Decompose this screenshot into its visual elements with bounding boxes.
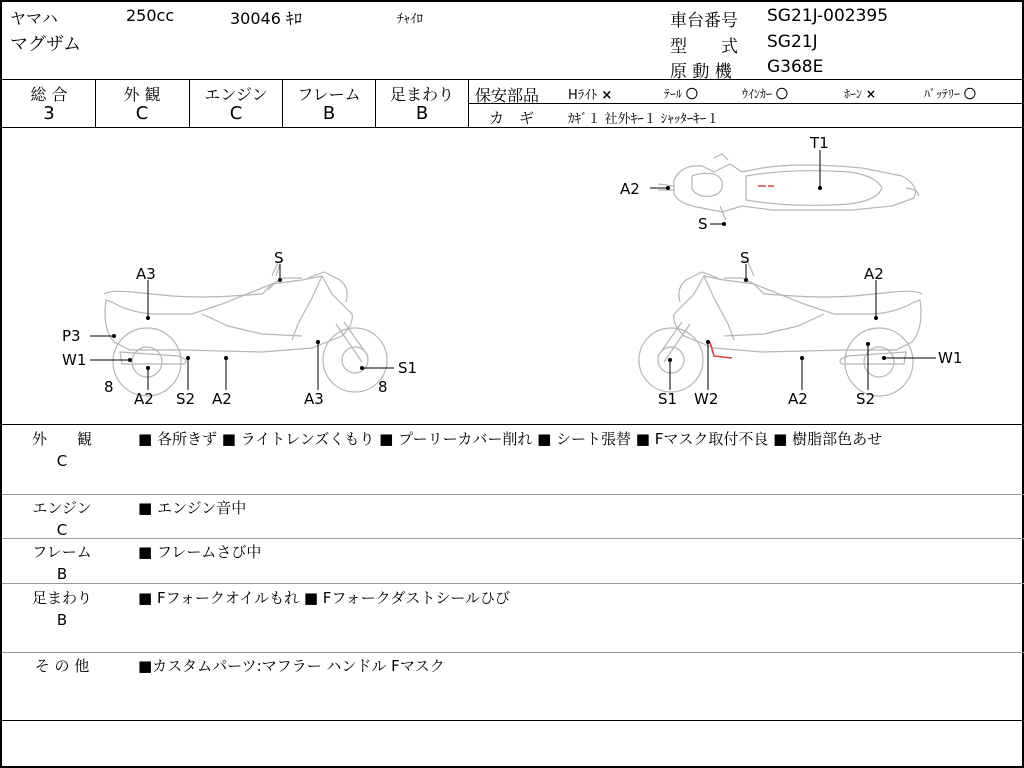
label-left-eight-b: 8 bbox=[378, 378, 388, 396]
score-label-suspension: 足まわり bbox=[389, 85, 454, 104]
safety-item-battery: ﾊﾞｯﾃﾘｰ 〇 bbox=[924, 87, 976, 101]
keys-label: カ ギ bbox=[489, 109, 535, 127]
score-label-overall: 総 合 bbox=[30, 85, 68, 104]
section-body-exterior: ■ 各所きず ■ ライトレンズくもり ■ プーリーカバー削れ ■ シート張替 ■ Fマスク取付不良 ■ 樹脂部色あせ bbox=[138, 430, 883, 448]
label-left-p3: P3 bbox=[62, 327, 81, 345]
maker: ヤマハ bbox=[10, 9, 58, 28]
section-head-other: そ の 他 bbox=[34, 657, 90, 675]
safety-item-headlight: Hﾗｲﾄ × bbox=[568, 88, 613, 103]
label-right-a2-top: A2 bbox=[864, 265, 884, 283]
label-right-s1: S1 bbox=[658, 390, 678, 408]
score-value-frame: B bbox=[322, 103, 336, 124]
section-body-other: ■カスタムパーツ:マフラー ハンドル Fマスク bbox=[138, 657, 445, 675]
section-head-frame: フレーム B bbox=[32, 543, 92, 583]
section-head-suspension: 足まわり B bbox=[31, 589, 92, 629]
grid-line bbox=[2, 79, 1024, 80]
section-body-suspension: ■ Fフォークオイルもれ ■ Fフォークダストシールひび bbox=[138, 589, 511, 607]
color: ﾁｬｲﾛ bbox=[397, 12, 423, 27]
label-top-a2: A2 bbox=[620, 180, 640, 198]
label-left-s2: S2 bbox=[176, 390, 196, 408]
label-top-s: S bbox=[698, 215, 708, 233]
grid-line bbox=[2, 424, 1024, 425]
score-label-exterior: 外 観 bbox=[123, 85, 161, 104]
label-left-a3-top: A3 bbox=[136, 265, 156, 283]
frame-number: SG21J-002395 bbox=[767, 6, 889, 26]
safety-item-winker: ｳｲﾝｶｰ 〇 bbox=[742, 87, 788, 101]
divider-line bbox=[2, 538, 1024, 539]
grid-line bbox=[2, 720, 1024, 721]
section-head-engine: エンジン C bbox=[32, 499, 92, 539]
score-label-frame: フレーム bbox=[297, 85, 361, 104]
scooter-top-view bbox=[658, 154, 918, 220]
engine-number: G368E bbox=[767, 57, 824, 77]
section-body-frame: ■ フレームさび中 bbox=[138, 543, 262, 561]
score-value-suspension: B bbox=[415, 103, 429, 124]
label-right-s: S bbox=[740, 249, 750, 267]
frame-label: 車台番号 bbox=[670, 11, 738, 31]
label-left-a3-bottom: A3 bbox=[304, 390, 324, 408]
label-right-w2: W2 bbox=[694, 390, 719, 408]
label-left-a2-a: A2 bbox=[134, 390, 154, 408]
label-right-w1: W1 bbox=[938, 349, 963, 367]
model-name: マグザム bbox=[10, 34, 82, 55]
score-value-exterior: C bbox=[135, 103, 149, 124]
divider-line bbox=[2, 494, 1024, 495]
safety-item-horn: ﾎｰﾝ × bbox=[844, 87, 876, 101]
damage-diagram bbox=[2, 128, 1024, 424]
divider-line bbox=[2, 652, 1024, 653]
score-label-engine: エンジン bbox=[204, 85, 268, 104]
section-head-exterior: 外 観 C bbox=[31, 430, 92, 470]
grid-line bbox=[468, 103, 1024, 104]
label-t1: T1 bbox=[810, 134, 829, 152]
displacement: 250cc bbox=[126, 6, 175, 25]
label-left-a2-b: A2 bbox=[212, 390, 232, 408]
divider-line bbox=[2, 583, 1024, 584]
score-value-overall: 3 bbox=[43, 103, 55, 124]
engine-label: 原 動 機 bbox=[670, 62, 732, 82]
keys-value: ｶｷﾞ１ 社外ｷｰ１ ｼｬｯﾀｰｷｰ１ bbox=[568, 112, 720, 127]
safety-item-tail: ﾃｰﾙ 〇 bbox=[664, 87, 698, 101]
label-left-eight-a: 8 bbox=[104, 378, 114, 396]
label-left-s: S bbox=[274, 249, 284, 267]
score-value-engine: C bbox=[229, 103, 243, 124]
label-left-s1: S1 bbox=[398, 359, 418, 377]
label-right-a2-bottom: A2 bbox=[788, 390, 808, 408]
mileage: 30046 ｷﾛ bbox=[230, 9, 302, 28]
label-left-w1: W1 bbox=[62, 351, 87, 369]
type-label: 型 式 bbox=[670, 37, 738, 57]
section-body-engine: ■ エンジン音中 bbox=[138, 499, 247, 517]
safety-label: 保安部品 bbox=[475, 86, 540, 105]
label-right-s2: S2 bbox=[856, 390, 876, 408]
type-number: SG21J bbox=[767, 32, 818, 52]
